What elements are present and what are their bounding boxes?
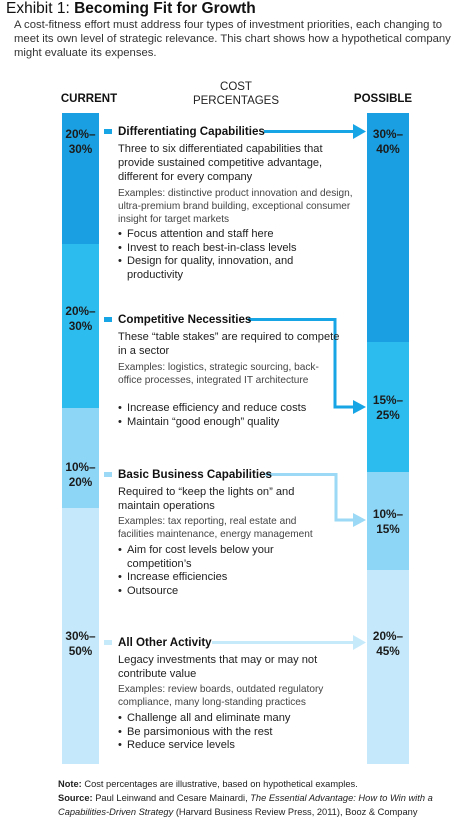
category-examples-other: Examples: review boards, outdated regulatory compliance, many long-standing practices (118, 684, 324, 708)
exhibit-subtitle: A cost-fitness effort must address four types of investment priorities, each changing to meet its own level of strategic relevance. This chart shows how a hypothetical company might evaluate its expenses. (14, 19, 451, 59)
bullet-item: • Focus attention and staff here (118, 228, 358, 242)
current-column-header: CURRENT (60, 93, 118, 105)
bullet-item: • Be parsimonious with the rest (118, 726, 358, 740)
category-title-necessities: Competitive Necessities (118, 313, 252, 326)
category-description-other: Legacy investments that may or may not contribute value (118, 654, 318, 680)
source-label: Source: (58, 793, 93, 803)
bullet-item: • Design for quality, innovation, and productivity (118, 255, 297, 282)
source-publisher: (Harvard Business Review Press, 2011), Booz & Company (173, 807, 418, 817)
source-authors: Paul Leinwand and Cesare Mainardi, (92, 793, 251, 803)
possible-pct-necessities: 15%– 25% (372, 393, 404, 422)
note-line (58, 777, 458, 791)
note-text: Cost percentages are illustrative, based on hypothetical examples. (81, 779, 358, 789)
source-book-title: The Essential Advantage: How to Win with a Capabilities-Driven Strategy (58, 793, 433, 817)
category-description-basic: Required to “keep the lights on” and maintain operations (118, 486, 295, 512)
bullet-item: • Invest to reach best-in-class levels (118, 242, 358, 256)
current-pct-necessities: 20%– 30% (65, 304, 96, 333)
current-pct-other: 30%– 50% (65, 629, 96, 658)
possible-pct-differentiating: 30%– 40% (372, 127, 404, 156)
category-bullets-other (118, 712, 358, 753)
note-label: Note: (58, 779, 82, 789)
bullet-item: • Challenge all and eliminate many (118, 712, 358, 726)
current-pct-basic: 10%– 20% (65, 460, 96, 489)
category-description-necessities: These “table stakes” are required to compete in a sector (118, 331, 340, 357)
category-bullets-basic (118, 544, 318, 598)
current-pct-differentiating: 20%– 30% (65, 127, 96, 156)
category-examples-basic: Examples: tax reporting, real estate and facilities maintenance, energy management (118, 516, 313, 540)
possible-pct-other: 20%– 45% (372, 629, 404, 658)
exhibit-label: Exhibit 1: (6, 0, 75, 17)
footnote (58, 777, 458, 819)
cost-percentages-header: COST PERCENTAGES (192, 81, 280, 107)
category-examples-differentiating: Examples: distinctive product innovation and design, ultra-premium brand building, exceptional consumer insight for target markets (118, 188, 353, 225)
category-title-differentiating: Differentiating Capabilities (118, 125, 265, 138)
possible-pct-basic: 10%– 15% (372, 507, 404, 536)
category-description-differentiating: Three to six differentiated capabilities that provide sustained competitive advantage, different for every company (118, 143, 323, 183)
category-bullets-necessities (118, 402, 358, 429)
exhibit-heading: Becoming Fit for Growth (74, 0, 256, 17)
category-title-basic: Basic Business Capabilities (118, 468, 273, 481)
bullet-item: • Maintain “good enough” quality (118, 416, 358, 430)
source-line (58, 791, 458, 819)
category-examples-necessities: Examples: logistics, strategic sourcing, back-office processes, integrated IT architecture (118, 362, 319, 386)
bullet-item: • Reduce service levels (118, 739, 358, 753)
possible-column-header: POSSIBLE (353, 93, 413, 105)
category-title-other: All Other Activity (118, 636, 212, 649)
bullet-item: • Increase efficiencies (118, 571, 318, 585)
bullet-item: • Aim for cost levels below your competition’s (118, 544, 318, 571)
bullet-item: • Outsource (118, 585, 318, 599)
bullet-item: • Increase efficiency and reduce costs (118, 402, 358, 416)
category-bullets-differentiating (118, 228, 358, 282)
